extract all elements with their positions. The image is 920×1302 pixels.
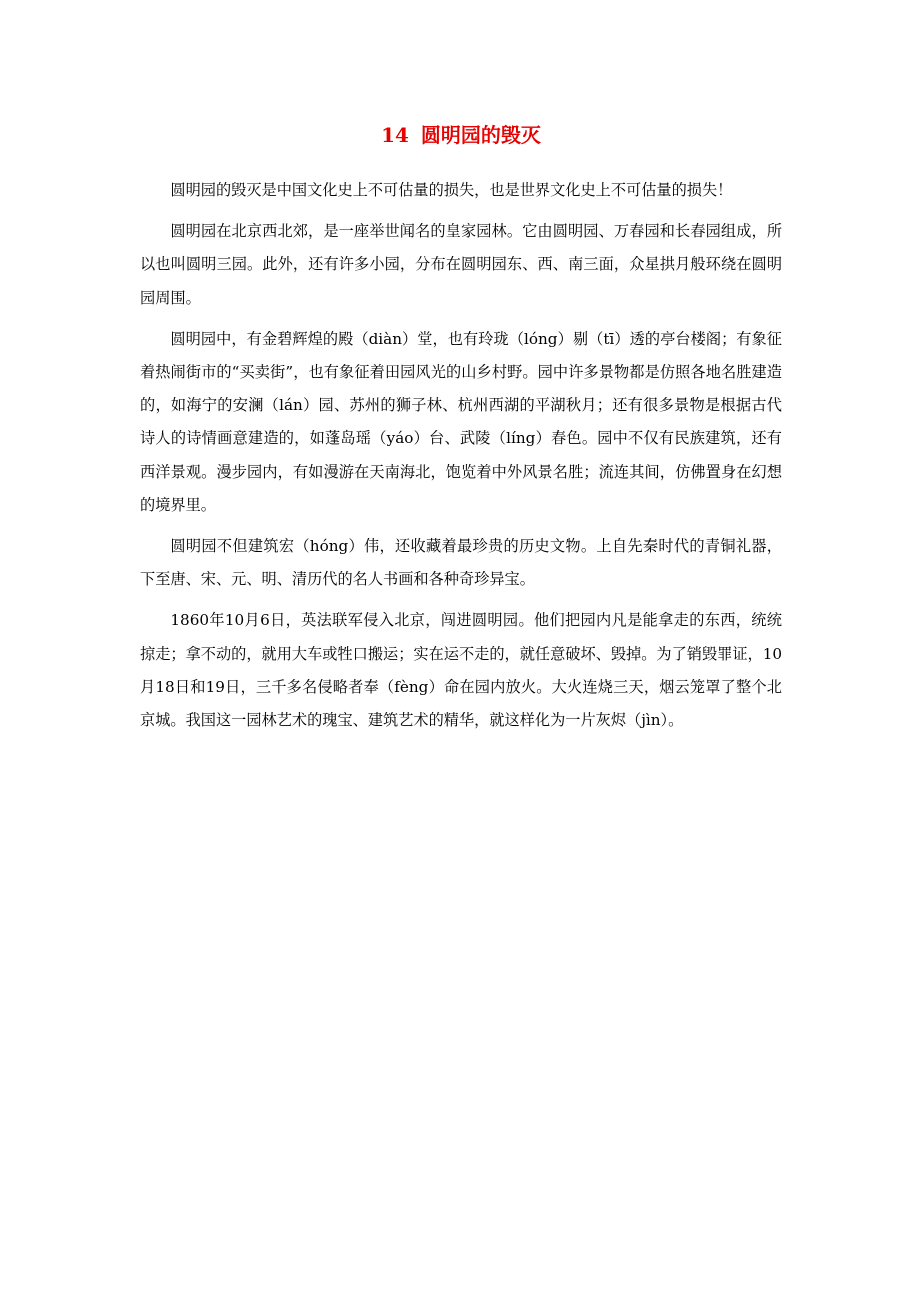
paragraph-3: 圆明园中，有金碧辉煌的殿（diàn）堂，也有玲珑（lóng）剔（tī）透的亭台楼阁；有象征着热闹街市的“买卖街”，也有象征着田园风光的山乡村野。园中许多景物都是仿照各地名胜建造的，如海宁的安澜（lán）园、苏州的狮子林、杭州西湖的平湖秋月；还有很多景物是根据古代诗人的诗情画意建造的，如蓬岛瑶（yáo）台、武陵（líng）春色。园中不仅有民族建筑，还有西洋景观。漫步园内，有如漫游在天南海北，饱览着中外风景名胜；流连其间，仿佛置身在幻想的境界里。 [140,329,782,514]
paragraph-2: 圆明园在北京西北郊，是一座举世闻名的皇家园林。它由圆明园、万春园和长春园组成，所以也叫圆明三园。此外，还有许多小园，分布在圆明园东、西、南三面，众星拱月般环绕在圆明园周围。 [140,222,782,307]
document-page [140,118,782,745]
paragraph-5: 1860年10月6日，英法联军侵入北京，闯进圆明园。他们把园内凡是能拿走的东西，统统掠走；拿不动的，就用大车或牲口搬运；实在运不走的，就任意破坏、毁掉。为了销毁罪证，10月18日和19日，三千多名侵略者奉（fèng）命在园内放火。大火连烧三天，烟云笼罩了整个北京城。我国这一园林艺术的瑰宝、建筑艺术的精华，就这样化为一片灰烬（jìn）。 [140,611,783,730]
document-title [140,118,782,152]
lesson-number: 14 [381,123,409,147]
paragraph-1: 圆明园的毁灭是中国文化史上不可估量的损失，也是世界文化史上不可估量的损失！ [170,181,733,199]
lesson-title: 圆明园的毁灭 [420,123,541,147]
paragraph-4: 圆明园不但建筑宏（hóng）伟，还收藏着最珍贵的历史文物。上自先秦时代的青铜礼器，下至唐、宋、元、明、清历代的名人书画和各种奇珍异宝。 [140,537,782,589]
